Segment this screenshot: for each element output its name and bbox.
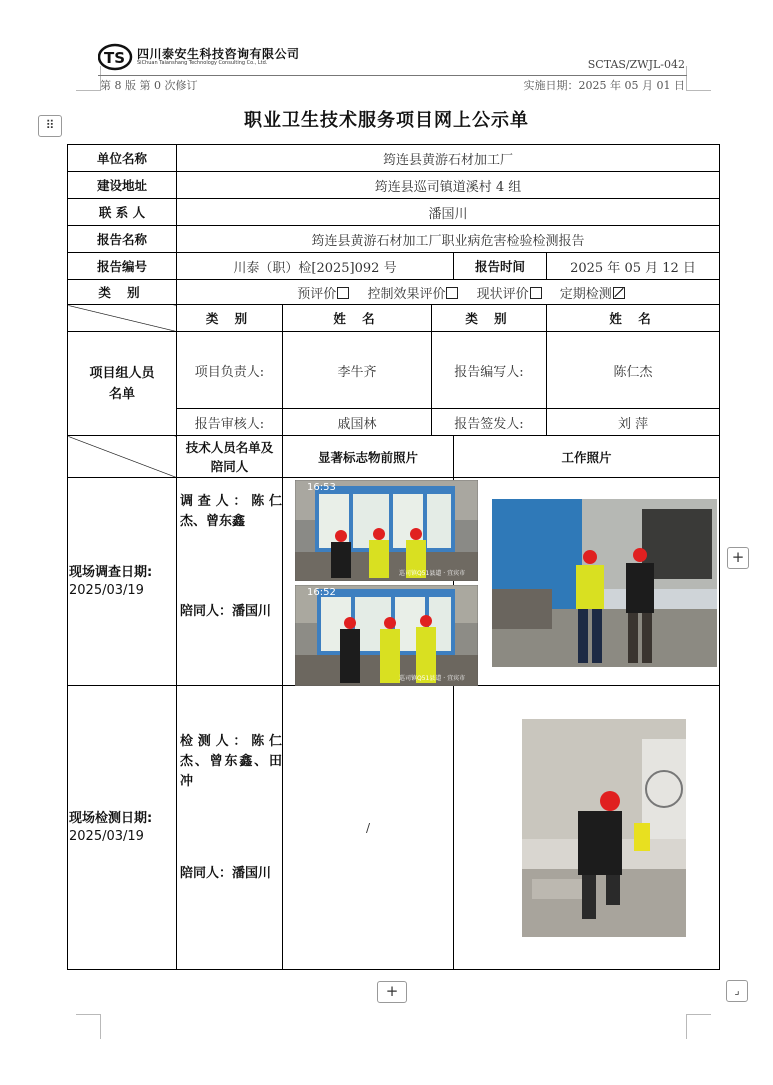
row-report-number (68, 253, 720, 280)
effective-date: 实施日期：2025 年 05 月 01 日 (523, 79, 685, 92)
detection-landmark-cell: / (283, 686, 454, 970)
option-status-evaluation-checkbox[interactable] (530, 287, 542, 299)
report-number-value[interactable]: 川泰（职）检[2025]092 号 (177, 253, 454, 280)
company-name-cn: 四川泰安生科技咨询有限公司 (137, 47, 300, 61)
unit-name-label: 单位名称 (68, 145, 177, 172)
detection-date-value[interactable]: 2025/03/19 (69, 828, 144, 844)
survey-work-photo[interactable] (492, 499, 717, 667)
team-name-cell[interactable]: 刘 萍 (547, 409, 720, 436)
detection-staff-cell (177, 686, 283, 970)
option-control-effect-checkbox[interactable] (446, 287, 458, 299)
detection-accompany[interactable]: 陪同人：潘国川 (180, 866, 272, 881)
unit-name-value[interactable]: 筠连县黄游石材加工厂 (177, 145, 720, 172)
landmark-photo-1-image (295, 480, 478, 581)
survey-work-photo-image (492, 499, 717, 667)
detection-inspectors[interactable]: 检测人：陈仁杰、曾东鑫、田冲 (180, 734, 282, 789)
survey-accompany[interactable]: 陪同人：潘国川 (180, 604, 272, 619)
category-label: 类 别 (68, 280, 177, 305)
diagonal-photo-header-cell (68, 436, 177, 478)
table-resize-handle[interactable]: ⌟ (726, 980, 748, 1002)
corner-mark-bottom-left (76, 1014, 101, 1039)
team-role-cell: 报告编写人: (432, 332, 547, 409)
address-label: 建设地址 (68, 172, 177, 199)
team-name-cell[interactable]: 戚国林 (283, 409, 432, 436)
team-col-name-2: 姓 名 (547, 305, 720, 332)
survey-date-value[interactable]: 2025/03/19 (69, 582, 144, 598)
report-time-value[interactable]: 2025 年 05 月 12 日 (547, 253, 720, 280)
survey-investigators[interactable]: 调查人：陈仁杰、曾东鑫 (180, 494, 282, 529)
row-unit-name (68, 145, 720, 172)
address-value[interactable]: 筠连县巡司镇道溪村 4 组 (177, 172, 720, 199)
page-title: 职业卫生技术服务项目网上公示单 (244, 110, 529, 131)
team-name-cell[interactable]: 陈仁杰 (547, 332, 720, 409)
version-info: 第 8 版 第 0 次修订 (100, 79, 198, 92)
survey-landmark-photo-1[interactable] (295, 480, 478, 581)
contact-label: 联 系 人 (68, 199, 177, 226)
table-move-handle[interactable]: ⠿ (38, 115, 62, 137)
corner-mark-bottom-right (686, 1014, 711, 1039)
team-col-name-1: 姓 名 (283, 305, 432, 332)
option-status-evaluation-label: 现状评价 (476, 286, 529, 302)
team-col-category-1: 类 别 (177, 305, 283, 332)
add-column-button[interactable]: + (727, 547, 749, 569)
document-code: SCTAS/ZWJL-042 (587, 58, 685, 71)
team-name-cell[interactable]: 李牛齐 (283, 332, 432, 409)
team-row (68, 332, 720, 409)
team-group-label: 项目组人员名单 (68, 332, 177, 436)
survey-landmark-photo-2[interactable] (295, 585, 478, 686)
landmark-photo-2-image (295, 585, 478, 686)
survey-date-cell (68, 478, 177, 686)
photo-1-timestamp: 16:53 (307, 482, 336, 493)
team-role-cell: 报告审核人: (177, 409, 283, 436)
add-row-button[interactable]: + (377, 981, 407, 1003)
detection-work-photo-image (522, 719, 686, 937)
row-address (68, 172, 720, 199)
photo-2-location: 巡司镇Q51县道 · 宜宾市 (399, 675, 466, 682)
team-role-cell: 报告签发人: (432, 409, 547, 436)
report-time-label: 报告时间 (454, 253, 547, 280)
report-name-label: 报告名称 (68, 226, 177, 253)
category-options (177, 280, 720, 305)
header-divider (98, 75, 687, 76)
detection-date-cell (68, 686, 177, 970)
option-periodic-detection-checkbox[interactable] (613, 287, 625, 299)
corner-mark-top-right (686, 66, 711, 91)
option-pre-evaluation-label: 预评价 (297, 286, 337, 302)
row-contact (68, 199, 720, 226)
survey-date-label: 现场调查日期: (69, 564, 153, 580)
report-name-value[interactable]: 筠连县黄游石材加工厂职业病危害检验检测报告 (177, 226, 720, 253)
detection-work-photo[interactable] (522, 719, 686, 937)
report-number-label: 报告编号 (68, 253, 177, 280)
row-report-name (68, 226, 720, 253)
staff-column-header: 技术人员名单及陪同人 (177, 436, 283, 478)
row-photo-header (68, 436, 720, 478)
row-team-header (68, 305, 720, 332)
detection-date-label: 现场检测日期: (69, 810, 153, 826)
team-role-cell: 项目负责人: (177, 332, 283, 409)
option-pre-evaluation-checkbox[interactable] (337, 287, 349, 299)
contact-value[interactable]: 潘国川 (177, 199, 720, 226)
work-photo-header: 工作照片 (454, 436, 720, 478)
company-logo (98, 43, 134, 71)
company-name-en: SiChuan Taianshang Technology Consulting Co., Ltd. (137, 60, 268, 66)
diagonal-header-cell (68, 305, 177, 332)
row-category (68, 280, 720, 305)
survey-staff-cell (177, 478, 283, 686)
svg-text:TS: TS (104, 49, 126, 67)
team-col-category-2: 类 别 (432, 305, 547, 332)
photo-2-timestamp: 16:52 (307, 587, 336, 598)
landmark-photo-header: 显著标志物前照片 (283, 436, 454, 478)
photo-1-location: 巡司镇Q51县道 · 宜宾市 (399, 570, 466, 577)
option-control-effect-label: 控制效果评价 (367, 286, 446, 302)
option-periodic-detection-label: 定期检测 (559, 286, 612, 302)
